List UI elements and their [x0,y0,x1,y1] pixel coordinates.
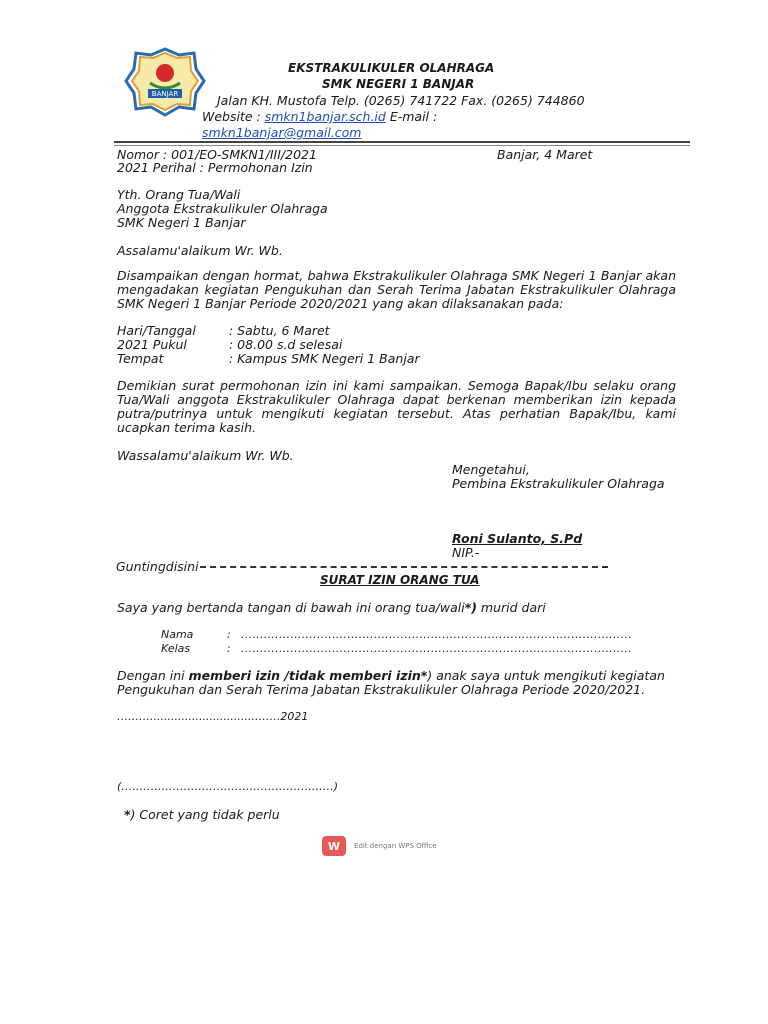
detail-row [117,324,517,338]
detail-value: : Kampus SMK Negeri 1 Banjar [229,351,420,366]
slip-intro-end: murid dari [476,600,546,615]
signer-nip: NIP.- [452,545,480,560]
website-line [202,109,437,124]
closing-greeting: Wassalamu'alaikum Wr. Wb. [117,448,294,463]
note-text: ) Coret yang tidak perlu [130,807,280,822]
detail-row [117,338,517,352]
cut-here-label: Guntingdisini [116,559,199,574]
detail-label: Tempat [117,351,164,366]
header-divider [114,141,690,143]
slip-note [124,807,280,822]
slip-signature-line: (…………………………………………….……) [117,780,339,793]
statement-start: Dengan ini [117,668,189,683]
email-link[interactable]: smkn1banjar@gmail.com [202,125,362,140]
name-field-dots: ....................................................................................................... [241,628,633,641]
school-name: SMK NEGERI 1 BANJAR [322,77,475,91]
slip-statement [117,669,676,697]
letter-number: Nomor : 001/EO-SMKN1/III/2021 [117,147,317,162]
letter-place-date: Banjar, 4 Maret [497,147,593,162]
slip-field-row [161,642,632,656]
event-details [117,324,517,366]
addressee-block [117,188,328,230]
class-field-dots: ....................................................................................................... [241,642,633,655]
cut-line [200,566,608,568]
letter-body-2: Demikian surat permohonan izin ini kami sampaikan. Semoga Bapak/Ibu selaku orang Tua/Wali anggota Ekstrakulikuler Olahraga dapat berkenan memberikan izin kepada putra/putrinya untuk mengikuti kegiatan tersebut. Atas perhatian Bapak/Ibu, kami ucapkan terima kasih. [117,378,676,435]
addressee-line: Anggota Ekstrakulikuler Olahraga [117,201,328,216]
signer-name: Roni Sulanto, S.Pd [452,531,583,546]
wps-logo-icon: W [322,836,346,856]
slip-title: SURAT IZIN ORANG TUA [320,573,480,587]
slip-intro [117,600,546,615]
greeting: Assalamu'alaikum Wr. Wb. [117,243,283,258]
header-divider-thin [114,145,690,146]
note-asterisk: * [124,807,131,822]
detail-label: 2021 Pukul [117,337,187,352]
slip-fields [161,628,632,656]
asterisk-mark: *) [464,600,477,615]
addressee-line: Yth. Orang Tua/Wali [117,187,241,202]
detail-value: : Sabtu, 6 Maret [229,323,330,338]
cut-line-end: - [602,559,607,574]
field-label-name: Nama [161,628,194,641]
wps-edit-link[interactable] [322,836,437,856]
logo-text: BANJAR [151,90,179,98]
detail-row [117,352,517,366]
field-colon: : [227,642,231,655]
signer-role: Pembina Ekstrakulikuler Olahraga [452,476,665,491]
email-line [202,125,361,140]
school-logo [124,47,206,117]
addressee-line: SMK Negeri 1 Banjar [117,215,246,230]
slip-intro-text: Saya yang bertanda tangan di bawah ini orang tua/wali [117,600,465,615]
letter-body-1: Disampaikan dengan hormat, bahwa Ekstrakulikuler Olahraga SMK Negeri 1 Banjar akan mengadakan kegiatan Pengukuhan dan Serah Terima Jabatan Ekstrakulikuler Olahraga SMK Negeri 1 Banjar Periode 2020/2021 yang akan dilaksanakan pada: [117,268,676,311]
website-link[interactable]: smkn1banjar.sch.id [264,109,386,124]
wps-edit-text: Edit dengan WPS Office [354,842,437,850]
statement-end: ) anak saya untuk mengikuti kegiatan Pengukuhan dan Serah Terima Jabatan Ekstrakulikuler Olahraga Periode 2020/2021. [117,668,665,697]
acknowledged-label: Mengetahui, [452,462,530,477]
org-title: EKSTRAKULIKULER OLAHRAGA [288,61,495,75]
slip-date-line: ………..............................…….2021 [117,710,309,723]
email-label: E-mail : [389,109,438,124]
website-label: Website : [202,109,261,124]
school-address: Jalan KH. Mustofa Telp. (0265) 741722 Fax. (0265) 744860 [217,93,585,108]
detail-label: Hari/Tanggal [117,323,196,338]
field-label-class: Kelas [161,642,191,655]
detail-value: : 08.00 s.d selesai [229,337,343,352]
statement-choice: memberi izin /tidak memberi izin* [188,668,428,683]
slip-field-row [161,628,632,642]
letter-subject: 2021 Perihal : Permohonan Izin [117,160,313,175]
field-colon: : [227,628,231,641]
school-logo-emblem [124,47,206,117]
